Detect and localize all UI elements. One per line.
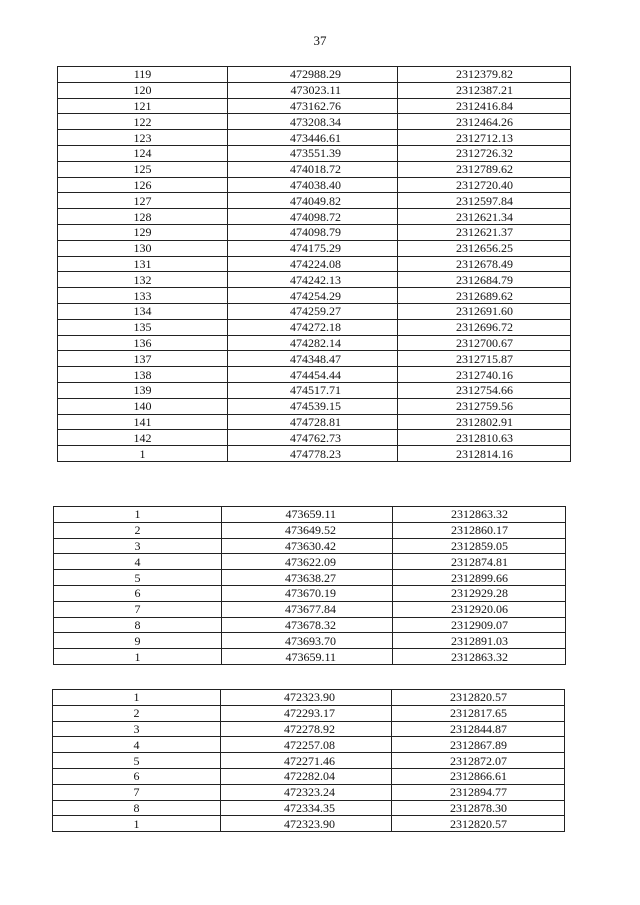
y-coordinate-cell: 2312866.61 [392,768,565,784]
point-number-cell: 1 [53,816,221,832]
table-row [58,209,571,225]
table-row [58,351,571,367]
table-row [53,721,565,737]
table-row [53,816,565,832]
y-coordinate-cell: 2312789.62 [398,161,571,177]
table-row [58,288,571,304]
y-coordinate-cell: 2312878.30 [392,800,565,816]
table-row [58,67,571,83]
point-number-cell: 133 [58,288,228,304]
point-number-cell: 1 [58,446,228,462]
y-coordinate-cell: 2312720.40 [398,177,571,193]
table-row [53,800,565,816]
x-coordinate-cell: 473023.11 [228,82,398,98]
y-coordinate-cell: 2312860.17 [393,522,566,538]
x-coordinate-cell: 472323.90 [221,690,392,706]
y-coordinate-cell: 2312726.32 [398,145,571,161]
point-number-cell: 135 [58,319,228,335]
y-coordinate-cell: 2312715.87 [398,351,571,367]
point-number-cell: 138 [58,367,228,383]
y-coordinate-cell: 2312894.77 [392,784,565,800]
x-coordinate-cell: 474272.18 [228,319,398,335]
x-coordinate-cell: 474098.79 [228,224,398,240]
point-number-cell: 2 [53,705,221,721]
point-number-cell: 142 [58,430,228,446]
x-coordinate-cell: 473638.27 [222,570,393,586]
x-coordinate-cell: 474175.29 [228,240,398,256]
y-coordinate-cell: 2312740.16 [398,367,571,383]
point-number-cell: 124 [58,145,228,161]
y-coordinate-cell: 2312920.06 [393,601,566,617]
y-coordinate-cell: 2312621.34 [398,209,571,225]
table-row [54,570,566,586]
x-coordinate-cell: 474242.13 [228,272,398,288]
y-coordinate-cell: 2312387.21 [398,82,571,98]
table-row [58,303,571,319]
x-coordinate-cell: 474517.71 [228,382,398,398]
y-coordinate-cell: 2312817.65 [392,705,565,721]
table-row [53,784,565,800]
y-coordinate-cell: 2312678.49 [398,256,571,272]
y-coordinate-cell: 2312899.66 [393,570,566,586]
point-number-cell: 1 [54,649,222,665]
point-number-cell: 1 [53,690,221,706]
point-number-cell: 131 [58,256,228,272]
table-row [58,446,571,462]
x-coordinate-cell: 472334.35 [221,800,392,816]
table-row [54,601,566,617]
x-coordinate-cell: 474018.72 [228,161,398,177]
table-row [58,319,571,335]
y-coordinate-cell: 2312597.84 [398,193,571,209]
y-coordinate-cell: 2312700.67 [398,335,571,351]
x-coordinate-cell: 473693.70 [222,633,393,649]
y-coordinate-cell: 2312820.57 [392,690,565,706]
x-coordinate-cell: 473670.19 [222,585,393,601]
x-coordinate-cell: 474762.73 [228,430,398,446]
x-coordinate-cell: 472323.24 [221,784,392,800]
y-coordinate-cell: 2312802.91 [398,414,571,430]
y-coordinate-cell: 2312874.81 [393,554,566,570]
point-number-cell: 6 [54,585,222,601]
table-row [53,753,565,769]
x-coordinate-cell: 472282.04 [221,768,392,784]
x-coordinate-cell: 472293.17 [221,705,392,721]
table-row [53,737,565,753]
table-row [54,585,566,601]
point-number-cell: 136 [58,335,228,351]
point-number-cell: 4 [53,737,221,753]
table-row [53,690,565,706]
table-row [53,705,565,721]
y-coordinate-cell: 2312872.07 [392,753,565,769]
table-row [58,240,571,256]
point-number-cell: 6 [53,768,221,784]
y-coordinate-cell: 2312891.03 [393,633,566,649]
x-coordinate-cell: 472257.08 [221,737,392,753]
point-number-cell: 141 [58,414,228,430]
point-number-cell: 7 [54,601,222,617]
x-coordinate-cell: 474049.82 [228,193,398,209]
y-coordinate-cell: 2312867.89 [392,737,565,753]
point-number-cell: 140 [58,398,228,414]
x-coordinate-cell: 473446.61 [228,130,398,146]
point-number-cell: 126 [58,177,228,193]
point-number-cell: 3 [53,721,221,737]
point-number-cell: 123 [58,130,228,146]
y-coordinate-cell: 2312814.16 [398,446,571,462]
table-row [54,507,566,523]
point-number-cell: 130 [58,240,228,256]
y-coordinate-cell: 2312929.28 [393,585,566,601]
point-number-cell: 7 [53,784,221,800]
table-row [54,538,566,554]
y-coordinate-cell: 2312810.63 [398,430,571,446]
y-coordinate-cell: 2312691.60 [398,303,571,319]
table-row [58,272,571,288]
x-coordinate-cell: 474224.08 [228,256,398,272]
x-coordinate-cell: 474038.40 [228,177,398,193]
table-row [58,256,571,272]
x-coordinate-cell: 474539.15 [228,398,398,414]
table-row [58,367,571,383]
table-row [58,114,571,130]
x-coordinate-cell: 473677.84 [222,601,393,617]
x-coordinate-cell: 473551.39 [228,145,398,161]
x-coordinate-cell: 473649.52 [222,522,393,538]
table-row [53,768,565,784]
y-coordinate-cell: 2312863.32 [393,507,566,523]
y-coordinate-cell: 2312379.82 [398,67,571,83]
point-number-cell: 5 [53,753,221,769]
table-row [54,617,566,633]
y-coordinate-cell: 2312464.26 [398,114,571,130]
table-row [58,430,571,446]
y-coordinate-cell: 2312909.07 [393,617,566,633]
table-row [58,382,571,398]
x-coordinate-cell: 474282.14 [228,335,398,351]
x-coordinate-cell: 473659.11 [222,649,393,665]
y-coordinate-cell: 2312621.37 [398,224,571,240]
point-number-cell: 2 [54,522,222,538]
table-row [54,554,566,570]
x-coordinate-cell: 473678.32 [222,617,393,633]
point-number-cell: 121 [58,98,228,114]
point-number-cell: 134 [58,303,228,319]
point-number-cell: 125 [58,161,228,177]
coordinates-table [53,506,566,665]
table-row [54,633,566,649]
y-coordinate-cell: 2312684.79 [398,272,571,288]
x-coordinate-cell: 474259.27 [228,303,398,319]
x-coordinate-cell: 474454.44 [228,367,398,383]
y-coordinate-cell: 2312863.32 [393,649,566,665]
x-coordinate-cell: 474728.81 [228,414,398,430]
x-coordinate-cell: 474348.47 [228,351,398,367]
point-number-cell: 9 [54,633,222,649]
point-number-cell: 122 [58,114,228,130]
page-number: 37 [313,33,327,48]
table-row [58,145,571,161]
coordinates-table [52,689,565,832]
table-row [58,161,571,177]
x-coordinate-cell: 474098.72 [228,209,398,225]
y-coordinate-cell: 2312820.57 [392,816,565,832]
y-coordinate-cell: 2312689.62 [398,288,571,304]
table-row [54,649,566,665]
table-row [58,414,571,430]
point-number-cell: 132 [58,272,228,288]
point-number-cell: 119 [58,67,228,83]
x-coordinate-cell: 474254.29 [228,288,398,304]
point-number-cell: 129 [58,224,228,240]
coordinates-table [57,66,571,462]
x-coordinate-cell: 474778.23 [228,446,398,462]
x-coordinate-cell: 473162.76 [228,98,398,114]
x-coordinate-cell: 472278.92 [221,721,392,737]
table-row [58,130,571,146]
point-number-cell: 8 [54,617,222,633]
point-number-cell: 139 [58,382,228,398]
point-number-cell: 120 [58,82,228,98]
x-coordinate-cell: 472988.29 [228,67,398,83]
y-coordinate-cell: 2312754.66 [398,382,571,398]
x-coordinate-cell: 472323.90 [221,816,392,832]
x-coordinate-cell: 473208.34 [228,114,398,130]
table-row [58,193,571,209]
point-number-cell: 4 [54,554,222,570]
table-row [58,177,571,193]
point-number-cell: 1 [54,507,222,523]
point-number-cell: 8 [53,800,221,816]
y-coordinate-cell: 2312844.87 [392,721,565,737]
table-row [58,224,571,240]
y-coordinate-cell: 2312859.05 [393,538,566,554]
x-coordinate-cell: 473622.09 [222,554,393,570]
point-number-cell: 137 [58,351,228,367]
point-number-cell: 5 [54,570,222,586]
table-row [58,82,571,98]
x-coordinate-cell: 472271.46 [221,753,392,769]
point-number-cell: 128 [58,209,228,225]
y-coordinate-cell: 2312759.56 [398,398,571,414]
point-number-cell: 127 [58,193,228,209]
point-number-cell: 3 [54,538,222,554]
table-row [54,522,566,538]
y-coordinate-cell: 2312712.13 [398,130,571,146]
table-row [58,335,571,351]
y-coordinate-cell: 2312656.25 [398,240,571,256]
x-coordinate-cell: 473630.42 [222,538,393,554]
table-row [58,398,571,414]
x-coordinate-cell: 473659.11 [222,507,393,523]
y-coordinate-cell: 2312696.72 [398,319,571,335]
table-row [58,98,571,114]
y-coordinate-cell: 2312416.84 [398,98,571,114]
